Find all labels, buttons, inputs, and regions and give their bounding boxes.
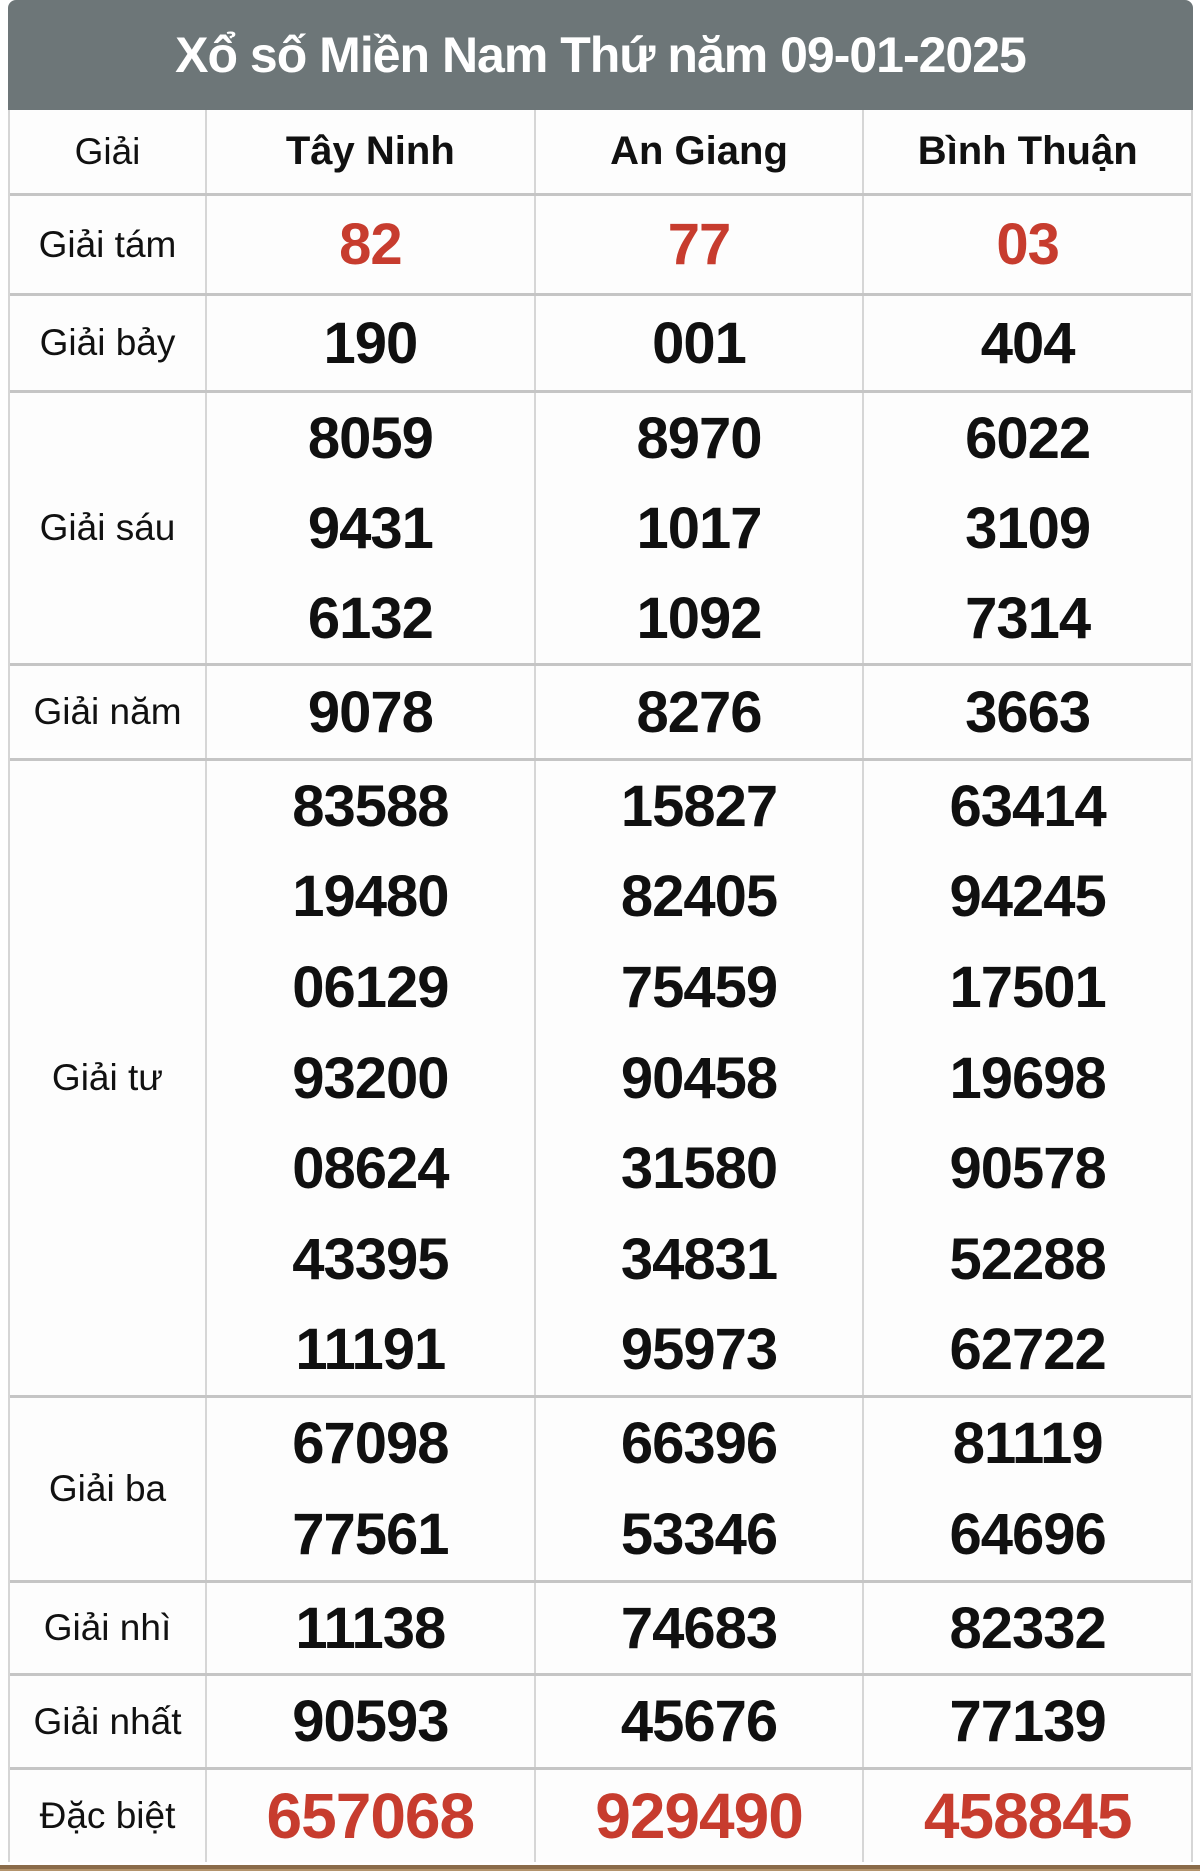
winning-number: 94245 [949, 864, 1106, 930]
winning-number: 77561 [292, 1502, 449, 1567]
winning-number: 81119 [952, 1411, 1103, 1476]
prize-row-giai-nhi [10, 1580, 1191, 1673]
numbers-cell [536, 1398, 865, 1580]
winning-number: 06129 [292, 954, 449, 1020]
winning-number: 66396 [620, 1411, 778, 1476]
numbers-cell [207, 666, 536, 758]
winning-number: 8059 [307, 405, 433, 471]
numbers-cell [864, 393, 1191, 663]
winning-number: 90458 [620, 1045, 778, 1111]
winning-number: 11138 [295, 1595, 446, 1661]
prize-label: Giải nhất [10, 1676, 207, 1767]
numbers-cell [864, 1398, 1191, 1580]
numbers-cell [536, 761, 865, 1395]
winning-number: 63414 [949, 773, 1106, 839]
prize-label: Giải ba [10, 1398, 207, 1580]
winning-number: 31580 [620, 1136, 778, 1202]
winning-number: 03 [996, 212, 1059, 277]
prize-row-giai-tu [10, 758, 1191, 1395]
prize-label: Giải tư [10, 761, 207, 1395]
bottom-divider-bar [0, 1865, 1200, 1871]
winning-number: 95973 [620, 1317, 778, 1383]
numbers-cell [207, 296, 536, 390]
numbers-cell [864, 296, 1191, 390]
winning-number: 8276 [636, 679, 762, 745]
winning-number: 929490 [595, 1780, 803, 1852]
numbers-cell [207, 1583, 536, 1673]
winning-number: 64696 [949, 1502, 1106, 1567]
winning-number: 90593 [292, 1689, 449, 1754]
column-header-tay-ninh: Tây Ninh [207, 110, 536, 193]
numbers-cell [864, 761, 1191, 1395]
numbers-cell [864, 666, 1191, 758]
numbers-cell [207, 196, 536, 293]
winning-number: 08624 [292, 1136, 449, 1202]
winning-number: 15827 [620, 773, 778, 839]
prize-row-giai-sau [10, 390, 1191, 663]
numbers-cell [536, 1583, 865, 1673]
winning-number: 3663 [965, 679, 1091, 745]
winning-number: 404 [980, 310, 1075, 376]
numbers-cell [207, 1676, 536, 1767]
winning-number: 8970 [636, 405, 762, 471]
prize-row-giai-nhat [10, 1673, 1191, 1767]
numbers-cell [207, 1398, 536, 1580]
winning-number: 77139 [949, 1689, 1106, 1754]
winning-number: 82405 [620, 864, 778, 930]
winning-number: 001 [652, 310, 746, 376]
winning-number: 90578 [949, 1136, 1106, 1202]
numbers-cell [536, 296, 865, 390]
winning-number: 82332 [949, 1595, 1106, 1661]
prize-row-giai-bay [10, 293, 1191, 390]
prize-label: Giải bảy [10, 296, 207, 390]
winning-number: 657068 [266, 1780, 475, 1852]
winning-number: 82 [339, 212, 402, 277]
winning-number: 43395 [292, 1226, 449, 1292]
winning-number: 77 [667, 212, 731, 277]
numbers-cell [536, 1770, 865, 1862]
prize-label: Đặc biệt [10, 1770, 207, 1862]
numbers-cell [864, 1583, 1191, 1673]
winning-number: 190 [323, 310, 418, 376]
column-header-binh-thuan: Bình Thuận [917, 129, 1138, 173]
numbers-cell [536, 666, 865, 758]
numbers-cell [536, 1676, 865, 1767]
winning-number: 9431 [307, 495, 433, 561]
winning-number: 11191 [295, 1317, 446, 1383]
winning-number: 9078 [307, 679, 433, 745]
numbers-cell [864, 1676, 1191, 1767]
prize-label: Giải năm [10, 666, 207, 758]
lottery-results-board [8, 0, 1193, 1862]
prize-row-dac-biet [10, 1767, 1191, 1862]
winning-number: 6022 [965, 405, 1091, 471]
prize-row-giai-tam [10, 193, 1191, 293]
winning-number: 1092 [636, 585, 762, 651]
winning-number: 34831 [620, 1226, 778, 1292]
winning-number: 67098 [292, 1411, 449, 1476]
winning-number: 45676 [620, 1689, 778, 1754]
numbers-cell [864, 1770, 1191, 1862]
winning-number: 1017 [636, 495, 762, 561]
prize-label: Giải nhì [10, 1583, 207, 1673]
column-header-an-giang: An Giang [536, 110, 865, 193]
winning-number: 19480 [292, 864, 449, 930]
numbers-cell [536, 196, 865, 293]
prize-label: Giải sáu [10, 393, 207, 663]
winning-number: 7314 [965, 585, 1091, 651]
winning-number: 17501 [949, 954, 1106, 1020]
winning-number: 75459 [620, 954, 778, 1020]
winning-number: 83588 [292, 773, 449, 839]
winning-number: 6132 [307, 585, 433, 651]
winning-number: 74683 [620, 1595, 778, 1661]
column-header-row [10, 110, 1191, 193]
winning-number: 3109 [965, 495, 1091, 561]
prize-row-giai-ba [10, 1395, 1191, 1580]
winning-number: 458845 [923, 1780, 1132, 1852]
page-title: Xổ số Miền Nam Thứ năm 09-01-2025 [175, 27, 1026, 83]
title-bar [8, 0, 1193, 110]
numbers-cell [864, 196, 1191, 293]
winning-number: 52288 [949, 1226, 1106, 1292]
winning-number: 62722 [949, 1317, 1106, 1383]
winning-number: 93200 [292, 1045, 449, 1111]
winning-number: 19698 [949, 1045, 1106, 1111]
numbers-cell [207, 1770, 536, 1862]
numbers-cell [207, 761, 536, 1395]
numbers-cell [207, 393, 536, 663]
column-header-prize: Giải [10, 110, 207, 193]
numbers-cell [536, 393, 865, 663]
prize-label: Giải tám [10, 196, 207, 293]
results-table [8, 110, 1193, 1862]
winning-number: 53346 [620, 1502, 778, 1567]
prize-row-giai-nam [10, 663, 1191, 758]
